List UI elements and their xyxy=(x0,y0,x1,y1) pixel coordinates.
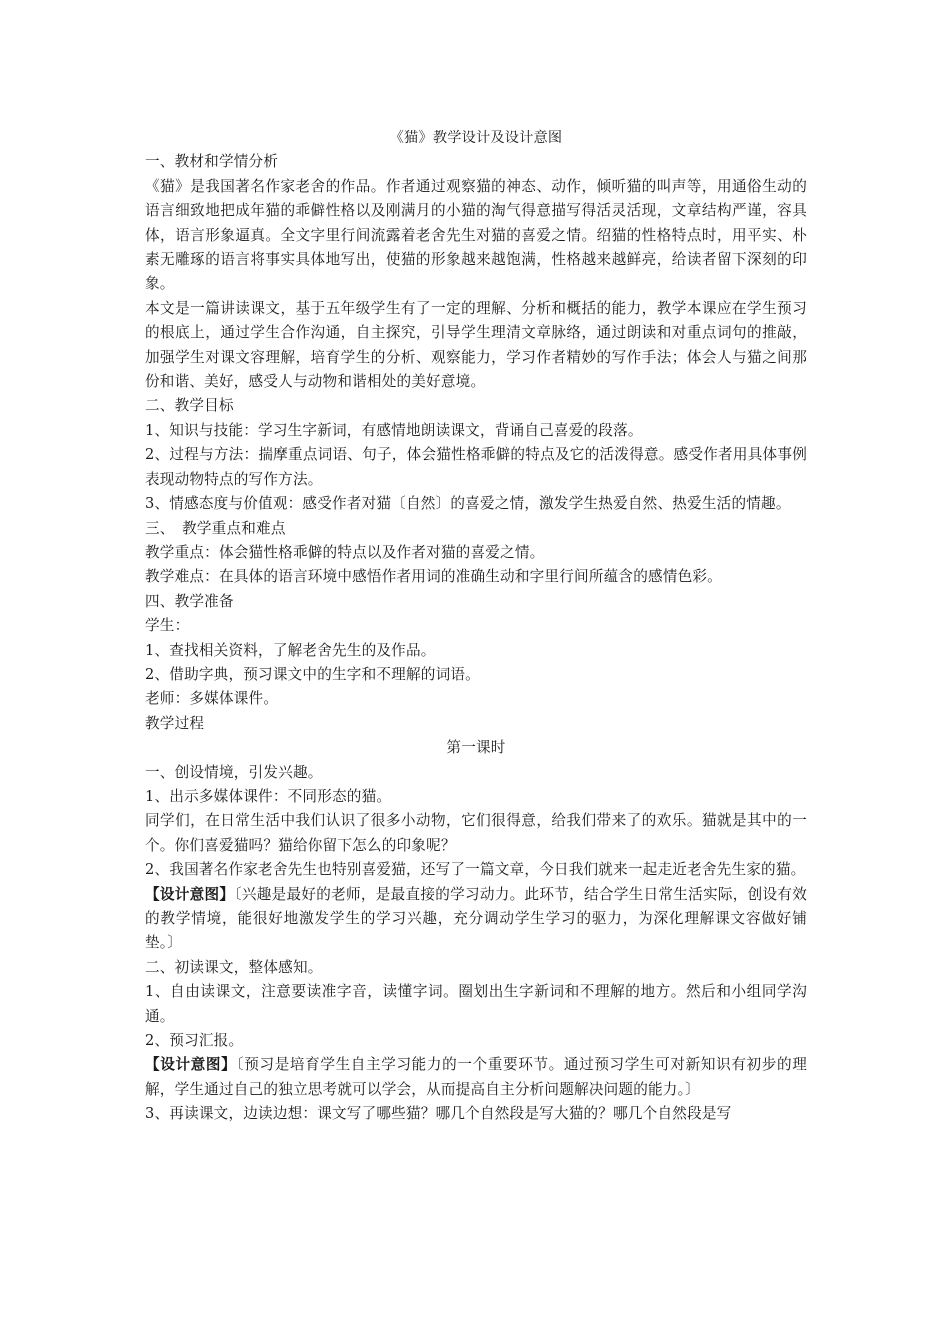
step2-item-1: 1、自由读课文，注意要读准字音，读懂字词。圈划出生字新词和不理解的地方。然后和小组同学沟通。 xyxy=(145,983,807,1025)
difficult-point: 教学难点：在具体的语言环境中感悟作者用词的准确生动和字里行间所蕴含的感情色彩。 xyxy=(145,568,722,586)
step2-heading: 二、初读课文，整体感知。 xyxy=(145,958,323,976)
section-heading-preparation: 四、教学准备 xyxy=(145,592,234,610)
design-intent-label: 【设计意图】 xyxy=(145,885,235,903)
key-point: 教学重点：体会猫性格乖僻的特点以及作者对猫的喜爱之情。 xyxy=(145,543,545,561)
document-title: 《猫》教学设计及设计意图 xyxy=(389,130,563,146)
step1-item-2: 2、我国著名作家老舍先生也特别喜爱猫，还写了一篇文章，今日我们就来一起走近老舍先生家的猫。 xyxy=(145,861,806,879)
process-heading: 教学过程 xyxy=(145,714,205,732)
step1-paragraph: 同学们，在日常生活中我们认识了很多小动物，它们很得意，给我们带来了的欢乐。猫就是其中的一个。你们喜爱猫吗？猫给你留下怎么的印象呢？ xyxy=(145,812,807,854)
step1-heading: 一、创设情境，引发兴趣。 xyxy=(145,763,323,781)
paragraph-analysis-1: 《猫》是我国著名作家老舍的作品。作者通过观察猫的神态、动作，倾听猫的叫声等，用通俗生动的语言细致地把成年猫的乖僻性格以及刚满月的小猫的淘气得意描写得活灵活现，文章结构严谨，容具体，语言形象逼真。全文字里行间流露着老舍先生对猫的喜爱之情。绍猫的性格特点时，用平实、朴素无雕琢的语言将事实具体地写出，使猫的形象越来越饱满，性格越来越鲜亮，给读者留下深刻的印象。 xyxy=(145,177,807,293)
students-label: 学生： xyxy=(145,617,190,635)
section-heading-analysis: 一、教材和学情分析 xyxy=(145,153,279,171)
step2-item-3: 3、再读课文，边读边想：课文写了哪些猫？哪几个自然段是写大猫的？哪几个自然段是写 xyxy=(145,1105,732,1123)
design-intent-label: 【设计意图】 xyxy=(145,1056,237,1074)
objective-knowledge: 1、知识与技能：学习生字新词，有感情地朗读课文，背诵自己喜爱的段落。 xyxy=(145,421,643,439)
document-page xyxy=(145,126,807,1127)
design-intent-text: 〔兴趣是最好的老师，是最直接的学习动力。此环节，结合学生日常生活实际，创设有效的教学情境，能很好地激发学生的学习兴趣，充分调动学生学习的驱力，为深化理解课文容做好铺垫。〕 xyxy=(145,885,807,952)
step2-item-2: 2、预习汇报。 xyxy=(145,1032,244,1050)
section-heading-key-points: 三、 教学重点和难点 xyxy=(145,519,286,537)
paragraph-analysis-2: 本文是一篇讲读课文，基于五年级学生有了一定的理解、分析和概括的能力，教学本课应在学生预习的根底上，通过学生合作沟通，自主探究，引导学生理清文章脉络，通过朗读和对重点词句的推敲，加强学生对课文容理解，培育学生的分析、观察能力，学习作者精妙的写作手法；体会人与猫之间那份和谐、美好，感受人与动物和谐相处的美好意境。 xyxy=(145,299,807,391)
prep-item-2: 2、借助字典，预习课文中的生字和不理解的词语。 xyxy=(145,665,480,683)
design-intent-text: 〔预习是培育学生自主学习能力的一个重要环节。通过预习学生可对新知识有初步的理解，学生通过自己的独立思考就可以学会，从而提高自主分析问题解决问题的能力。〕 xyxy=(145,1056,807,1098)
step2-design-note xyxy=(145,1053,807,1102)
section-heading-objectives: 二、教学目标 xyxy=(145,397,234,415)
prep-item-1: 1、查找相关资料，了解老舍先生的及作品。 xyxy=(145,641,436,659)
objective-process: 2、过程与方法：揣摩重点词语、句子，体会猫性格乖僻的特点及它的活泼得意。感受作者用具体事例表现动物特点的写作方法。 xyxy=(145,446,807,488)
step1-item-1: 1、出示多媒体课件：不同形态的猫。 xyxy=(145,787,392,805)
step1-design-note xyxy=(145,883,807,956)
teacher-prep: 老师：多媒体课件。 xyxy=(145,690,279,708)
lesson-title: 第一课时 xyxy=(446,739,506,757)
objective-emotion: 3、情感态度与价值观：感受作者对猫〔自然〕的喜爱之情，激发学生热爱自然、热爱生活的情趣。 xyxy=(145,495,791,513)
